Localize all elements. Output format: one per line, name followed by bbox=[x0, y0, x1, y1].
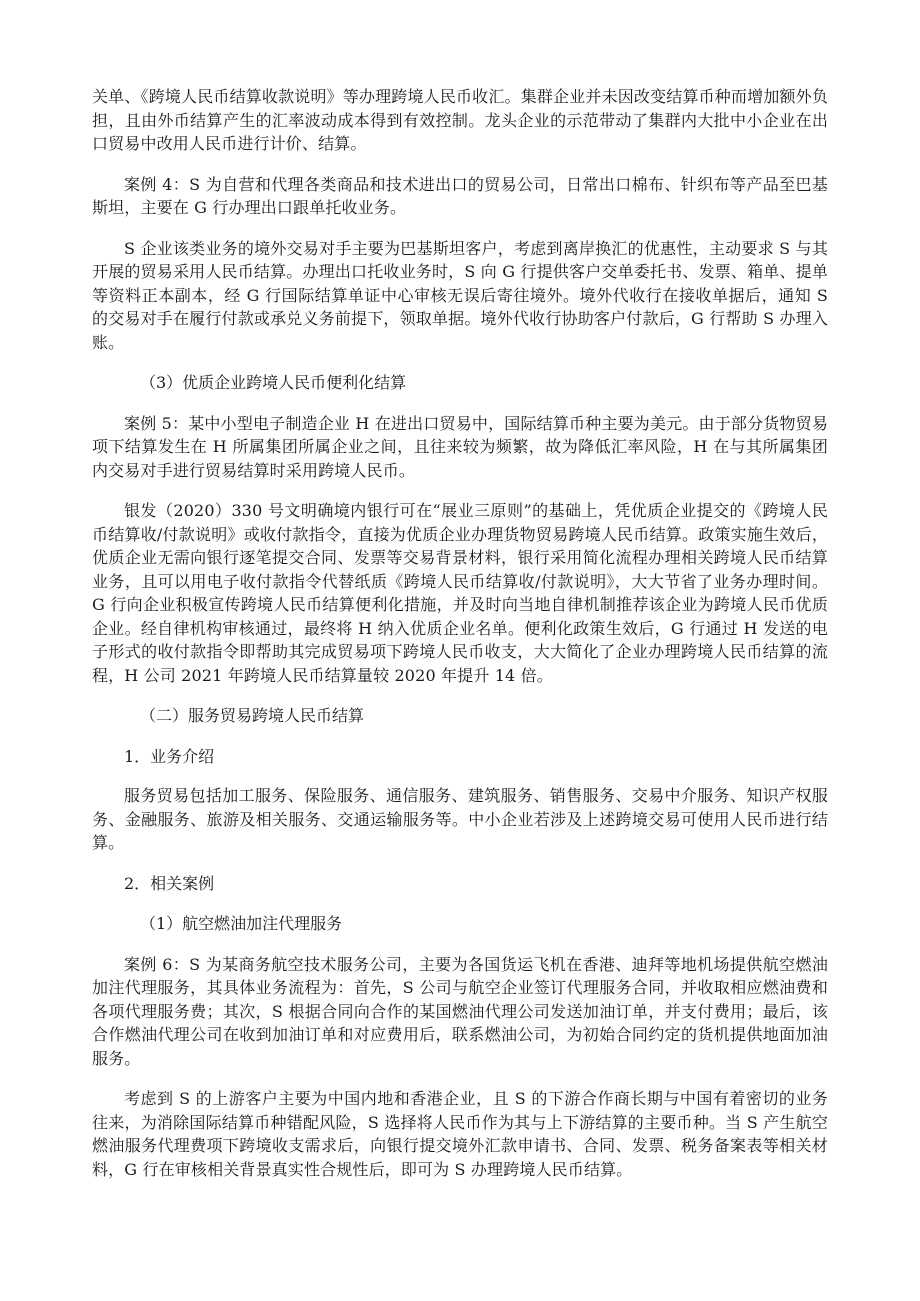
paragraph-case-6-settlement: 考虑到 S 的上游客户主要为中国内地和香港企业，且 S 的下游合作商长期与中国有着密切的业务往来，为消除国际结算币种错配风险，S 选择将人民币作为其与上下游结算的主要币种。当 S 产生航空燃油服务代理费项下跨境收支需求后，向银行提交境外汇款申请书、合同、发票、税务备案表等相关材料，G 行在审核相关背景真实性合规性后，即可为 S 办理跨境人民币结算。 bbox=[92, 1089, 828, 1179]
heading-preferred-enterprise-settlement: （3）优质企业跨境人民币便利化结算 bbox=[140, 373, 407, 392]
paragraph-case-5-policy: 银发（2020）330 号文明确境内银行可在“展业三原则”的基础上，凭优质企业提交的《跨境人民币结算收/付款说明》或收付款指令，直接为优质企业办理货物贸易跨境人民币结算。政策实施生效后，优质企业无需向银行逐笔提交合同、发票等交易背景材料，银行采用简化流程办理相关跨境人民币结算业务，且可以用电子收付款指令代替纸质《跨境人民币结算收/付款说明》，大大节省了业务办理时间。G 行向企业积极宣传跨境人民币结算便利化措施，并及时向当地自律机制推荐该企业为跨境人民币优质企业。经自律机构审核通过，最终将 H 纳入优质企业名单。便利化政策生效后，G 行通过 H 发送的电子形式的收付款指令即帮助其完成贸易项下跨境人民币收支，大大简化了企业办理跨境人民币结算的流程，H 公司 2021 年跨境人民币结算量较 2020 年提升 14 倍。 bbox=[92, 501, 828, 685]
paragraph-case-6: 案例 6：S 为某商务航空技术服务公司，主要为各国货运飞机在香港、迪拜等地机场提供航空燃油加注代理服务，其具体业务流程为：首先，S 公司与航空企业签订代理服务合同，并收取相应燃油费和各项代理服务费；其次，S 根据合同向合作的某国燃油代理公司发送加油订单，并支付费用；最后，该合作燃油代理公司在收到加油订单和对应费用后，联系燃油公司，为初始合同约定的货机提供地面加油服务。 bbox=[92, 954, 828, 1068]
paragraph-intro-continuation: 关单、《跨境人民币结算收款说明》等办理跨境人民币收汇。集群企业并未因改变结算币种而增加额外负担，且由外币结算产生的汇率波动成本得到有效控制。龙头企业的示范带动了集群内大批中小企业在出口贸易中改用人民币进行计价、结算。 bbox=[92, 87, 828, 153]
paragraph-case-4: 案例 4：S 为自营和代理各类商品和技术进出口的贸易公司，日常出口棉布、针织布等产品至巴基斯坦，主要在 G 行办理出口跟单托收业务。 bbox=[92, 174, 828, 217]
heading-service-trade-settlement: （二）服务贸易跨境人民币结算 bbox=[140, 706, 365, 725]
paragraph-case-5: 案例 5：某中小型电子制造企业 H 在进出口贸易中，国际结算币种主要为美元。由于部分货物贸易项下结算发生在 H 所属集团所属企业之间，且往来较为频繁，故为降低汇率风险，H 在与其所属集团内交易对手进行贸易结算时采用跨境人民币。 bbox=[92, 413, 828, 480]
paragraph-case-4-detail: S 企业该类业务的境外交易对手主要为巴基斯坦客户，考虑到离岸换汇的优惠性，主动要求 S 与其开展的贸易采用人民币结算。办理出口托收业务时，S 向 G 行提供客户交单委托书、发票、箱单、提单等资料正本副本，经 G 行国际结算单证中心审核无误后寄往境外。境外代收行在接收单据后，通知 S 的交易对手在履行付款或承兑义务前提下，领取单据。境外代收行协助客户付款后，G 行帮助 S 办理入账。 bbox=[92, 238, 828, 352]
heading-aviation-fuel-agency: （1）航空燃油加注代理服务 bbox=[140, 914, 343, 933]
heading-business-introduction: 1．业务介绍 bbox=[124, 746, 215, 766]
heading-related-cases: 2．相关案例 bbox=[124, 873, 215, 893]
paragraph-service-trade-scope: 服务贸易包括加工服务、保险服务、通信服务、建筑服务、销售服务、交易中介服务、知识产权服务、金融服务、旅游及相关服务、交通运输服务等。中小企业若涉及上述跨境交易可使用人民币进行结算。 bbox=[92, 786, 828, 852]
